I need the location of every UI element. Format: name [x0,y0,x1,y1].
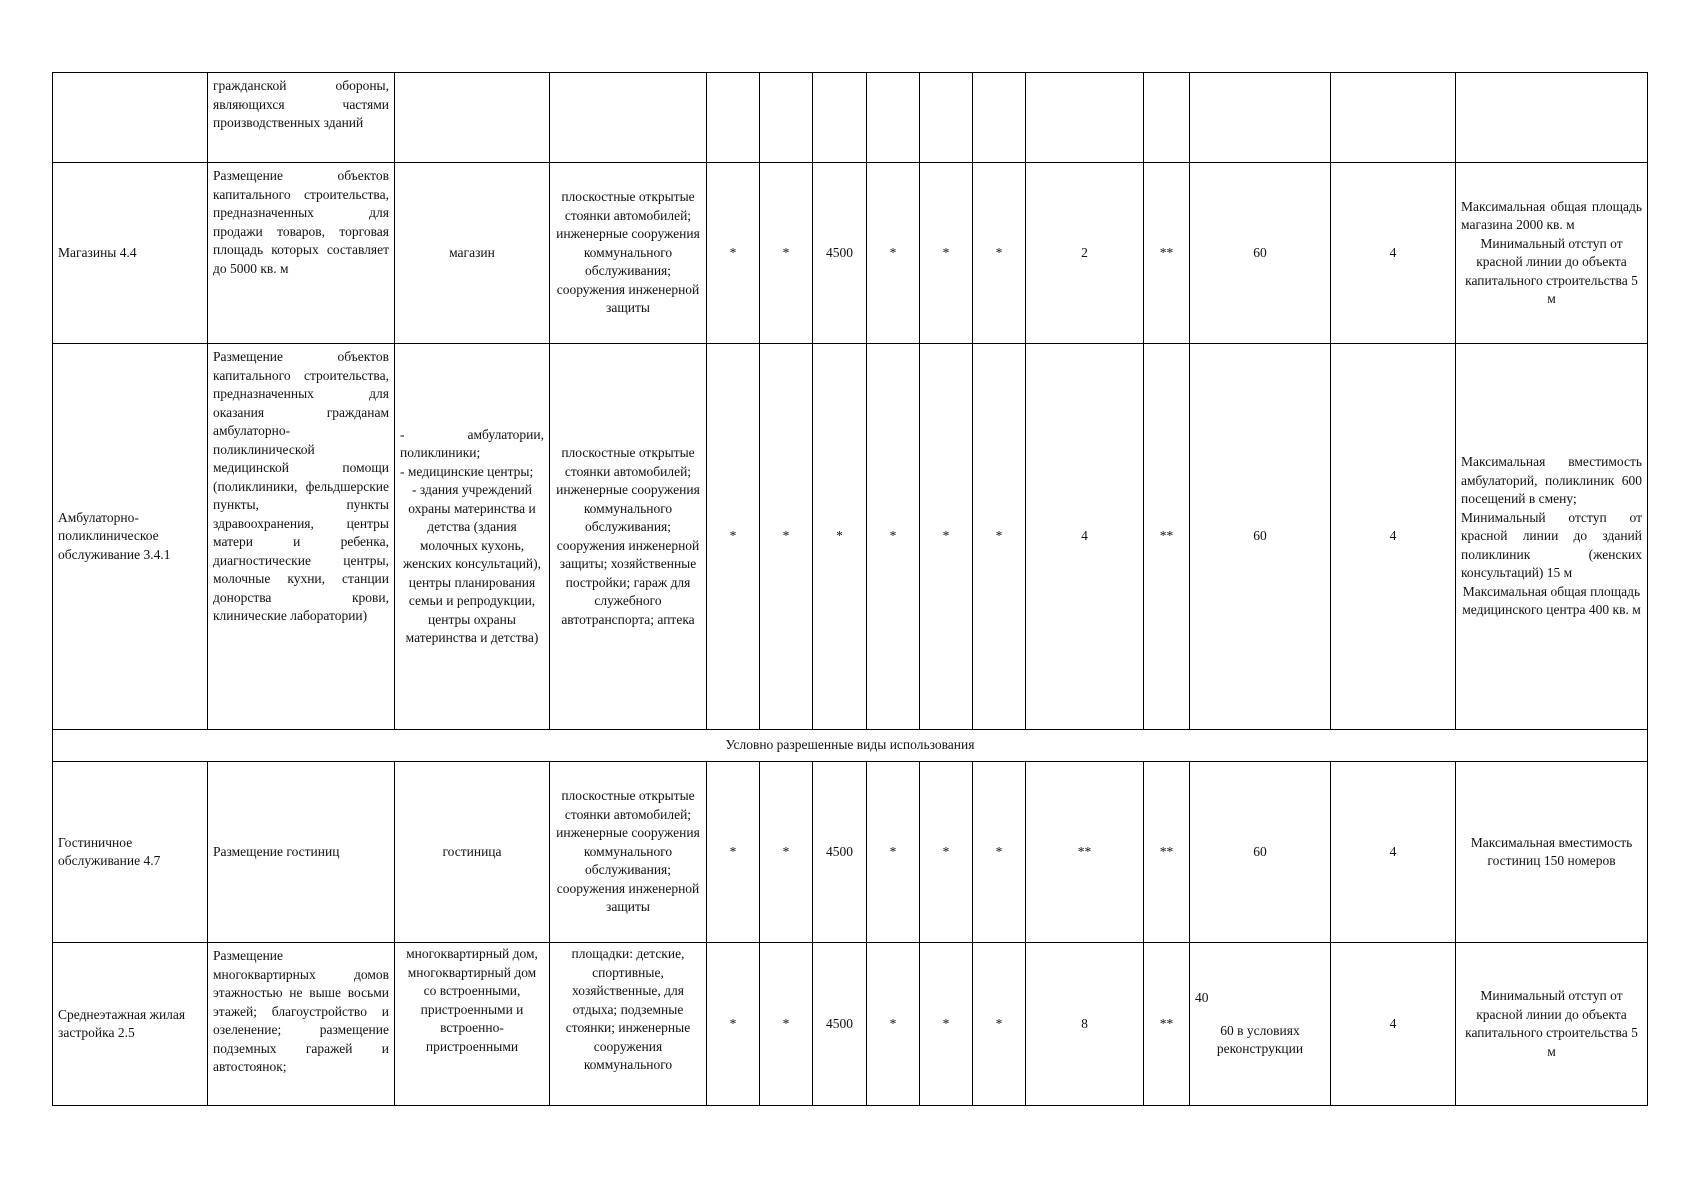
cell-name: Гостиничное обслуживание 4.7 [53,762,208,943]
cell-notes [1456,943,1648,1106]
cell-coverage [1190,943,1331,1106]
cell-param: * [707,943,760,1106]
table-row [53,762,1648,943]
cell-param: * [867,344,920,730]
cell-floors: ** [1026,762,1144,943]
cell-main-use: магазин [395,163,550,344]
cell-param: 4 [1331,762,1456,943]
zoning-table [52,72,1648,1106]
cell-main-use: многоквартирный дом, многоквартирный дом со встроенными, пристроенными и встроенно-пристроенными [395,943,550,1106]
note-text: Минимальный отступ от красной линии до объекта капитального строительства 5 м [1465,235,1638,306]
cell-coverage: 60 [1190,762,1331,943]
table-row [53,163,1648,344]
cell-name: Среднеэтажная жилая застройка 2.5 [53,943,208,1106]
cell-aux-use: плоскостные открытые стоянки автомобилей; инженерные сооружения коммунального обслуживания; сооружения инженерной защиты [550,163,707,344]
main-use-item: - амбулатории, поликлиники; [400,426,544,460]
cell-param: * [760,163,813,344]
note-text: Минимальный отступ от красной линии до зданий поликлиник (женских консультаций) 15 м [1461,509,1642,581]
cell-param: * [760,344,813,730]
document-page [52,72,1647,1106]
cell-param: * [920,344,973,730]
cell-name: Амбулаторно-поликлиническое обслуживание 3.4.1 [53,344,208,730]
coverage-reconstruction: 60 в условиях реконструкции [1216,1022,1304,1057]
cell-param: * [707,344,760,730]
cell-description: Размещение объектов капитального строительства, предназначенных для оказания гражданам амбулаторно-поликлинической медицинской помощи (поликлиники, фельдшерские пункты, пункты здравоохранения, центры матери и ребенка, диагностические центры, молочные кухни, станции донорства крови, клинические лаборатории) [208,344,395,730]
cell-param: * [973,344,1026,730]
cell-main-use [395,73,550,163]
cell-param: 4500 [813,762,867,943]
cell-param: * [920,163,973,344]
main-use-item: - медицинские центры; [400,463,534,479]
table-row [53,943,1648,1106]
cell-main-use [395,344,550,730]
cell-aux-use: плоскостные открытые стоянки автомобилей; инженерные сооружения коммунального обслуживания; сооружения инженерной защиты [550,762,707,943]
note-text: Максимальная вместимость амбулаторий, поликлиник 600 посещений в смену; [1461,454,1642,507]
cell-param: * [867,943,920,1106]
cell-aux-use: плоскостные открытые стоянки автомобилей; инженерные сооружения коммунального обслуживания; сооружения инженерной защиты; хозяйственные постройки; гараж для служебного автотранспорта; аптека [550,344,707,730]
cell-param: * [707,163,760,344]
cell-aux-use: площадки: детские, спортивные, хозяйственные, для отдыха; подземные стоянки; инженерные сооружения коммунального [550,943,707,1106]
cell-description: Размещение гостиниц [208,762,395,943]
cell-param: * [813,344,867,730]
cell-param: ** [1144,943,1190,1106]
cell-main-use: гостиница [395,762,550,943]
cell-description: Размещение многоквартирных домов этажностью не выше восьми этажей; благоустройство и озеленение; размещение подземных гаражей и автостоянок; [208,943,395,1106]
cell-param: 4 [1331,163,1456,344]
cell-description: Размещение объектов капитального строительства, предназначенных для продажи товаров, торговая площадь которых составляет до 5000 кв. м [208,163,395,344]
cell-param: ** [1144,762,1190,943]
cell-coverage: 60 [1190,163,1331,344]
table-row [53,344,1648,730]
cell-floors: 4 [1026,344,1144,730]
cell-param: * [973,762,1026,943]
section-title: Условно разрешенные виды использования [53,730,1648,762]
cell-param: * [973,163,1026,344]
main-use-item: - здания учреждений охраны материнства и детства (здания молочных кухонь, женских консультаций), центры планирования семьи и репродукции, центры охраны материнства и детства) [402,482,542,645]
cell-param: ** [1144,344,1190,730]
cell-floors: 2 [1026,163,1144,344]
cell-notes [1456,762,1648,943]
cell-param: 4 [1331,943,1456,1106]
cell-notes [1456,163,1648,344]
cell-param: 4 [1331,344,1456,730]
cell-floors: 8 [1026,943,1144,1106]
cell-param: 4500 [813,163,867,344]
cell-param: * [920,762,973,943]
cell-description: гражданской обороны, являющихся частями производственных зданий [208,73,395,163]
note-text: Максимальная общая площадь магазина 2000 кв. м [1461,198,1642,232]
section-row [53,730,1648,762]
cell-param: * [760,762,813,943]
cell-coverage: 60 [1190,344,1331,730]
note-text: Минимальный отступ от красной линии до объекта капитального строительства 5 м [1465,988,1638,1059]
cell-notes [1456,344,1648,730]
cell-param: ** [1144,163,1190,344]
cell-param: * [760,943,813,1106]
cell-aux-use [550,73,707,163]
note-text: Максимальная общая площадь медицинского центра 400 кв. м [1462,583,1641,618]
cell-param: * [707,762,760,943]
note-text: Максимальная вместимость гостиниц 150 номеров [1470,834,1633,868]
cell-param: 4500 [813,943,867,1106]
cell-param: * [867,163,920,344]
coverage-value: 40 [1195,990,1209,1006]
cell-param: * [973,943,1026,1106]
cell-param: * [920,943,973,1106]
table-row [53,73,1648,163]
cell-name [53,73,208,163]
cell-name: Магазины 4.4 [53,163,208,344]
cell-param: * [867,762,920,943]
